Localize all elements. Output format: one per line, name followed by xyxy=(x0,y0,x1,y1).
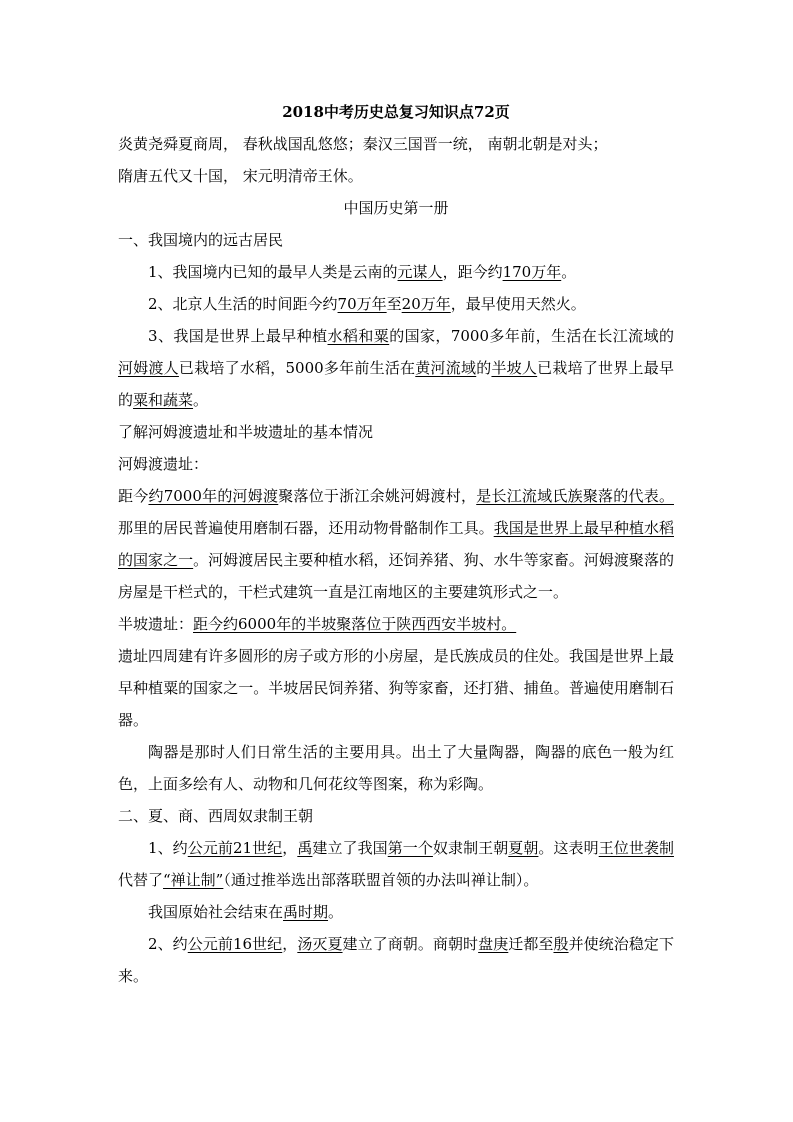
underlined-term: 粟和蔬菜 xyxy=(133,391,194,409)
text-run: ，最早使用天然火。 xyxy=(450,295,586,313)
hemudu-label: 河姆渡遗址： xyxy=(118,455,209,473)
rhyme-line-2: 隋唐五代又十国， 宋元明清帝王休。 xyxy=(118,167,363,185)
text-run: 代替了 xyxy=(118,871,164,889)
text-run: 距今 xyxy=(118,487,149,505)
text-run: 1、我国境内已知的最早人类是云南的 xyxy=(148,263,398,281)
text-run: 。河姆渡居民主要种植水稻，还饲养猪、狗、水牛等家畜。河姆渡聚落的房屋是干栏式的，干栏式建筑一直是江南地区的主要建筑形式之一。 xyxy=(118,551,674,601)
text-run: 2、约 xyxy=(148,935,188,953)
text-run: 。 xyxy=(193,391,209,409)
banpo-label: 半坡遗址： xyxy=(118,615,194,633)
text-run: 。 xyxy=(328,903,344,921)
text-run: 迁都至 xyxy=(508,935,554,953)
hemudu-paragraph xyxy=(118,480,674,608)
book-title: 中国历史第一册 xyxy=(343,199,449,217)
underlined-term: 70万年 xyxy=(337,295,387,313)
text-run: 已栽培了水稻，5000多年前生活在 xyxy=(178,359,416,377)
paragraph-s1-3 xyxy=(118,320,674,416)
underlined-term: 黄河流域 xyxy=(415,359,477,377)
section-1-heading: 一、我国境内的远古居民 xyxy=(118,231,284,249)
text-run: 建立了商朝。商朝时 xyxy=(342,935,479,953)
text-run: 建立了我国 xyxy=(312,839,388,857)
document-page xyxy=(118,96,674,992)
text-run: 那里的居民普遍使用磨制石器，还用动物骨骼制作工具。 xyxy=(118,519,494,537)
rhyme-line-1: 炎黄尧舜夏商周， 春秋战国乱悠悠；秦汉三国晋一统， 南朝北朝是对头； xyxy=(118,135,608,153)
underlined-term: 汤灭夏 xyxy=(297,935,343,953)
underlined-term: 夏朝 xyxy=(508,839,539,857)
underlined-term: 禹时期 xyxy=(283,903,329,921)
paragraph-s1-1 xyxy=(118,256,674,288)
underlined-term: 公元前21世纪 xyxy=(187,839,283,857)
text-run: 1、约 xyxy=(148,839,188,857)
underlined-term: 殷 xyxy=(553,935,569,953)
banpo-intro xyxy=(118,608,674,640)
text-run: 奴隶制王朝 xyxy=(432,839,509,857)
text-run: ， xyxy=(282,935,298,953)
paragraph-s2-3 xyxy=(118,928,674,992)
underlined-term: 半坡人 xyxy=(491,359,538,377)
text-run: 至 xyxy=(386,295,402,313)
underlined-term: 王位世袭制 xyxy=(598,839,674,857)
underlined-term: 河姆渡人 xyxy=(118,359,179,377)
text-run: 聚落位于浙江余姚河姆渡村， xyxy=(278,487,477,505)
underlined-term: 我国是世界上最早种植水稻的国家之一 xyxy=(118,519,674,569)
text-run: 我国原始社会结束在 xyxy=(148,903,284,921)
text-run: 的国家，7000多年前，生活在长江流域的 xyxy=(389,327,674,345)
text-run: （通过推举选出部落联盟首领的办法叫禅让制）。 xyxy=(223,871,539,889)
underlined-term: 距今约6000年的半坡聚落位于陕西西安半坡村。 xyxy=(193,615,517,633)
banpo-paragraph: 遗址四周建有许多圆形的房子或方形的小房屋，是氏族成员的住处。我国是世界上最早种植粟的国家之一。半坡居民饲养猪、狗等家畜，还打猎、捕鱼。普遍使用磨制石器。 xyxy=(118,647,674,729)
underlined-term: 禹 xyxy=(297,839,313,857)
underlined-term: 元谋人 xyxy=(397,263,443,281)
text-run: 。 xyxy=(561,263,577,281)
text-run: 3、我国是世界上最早种植 xyxy=(148,327,328,345)
text-run: ， xyxy=(282,839,298,857)
section-2-heading: 二、夏、商、西周奴隶制王朝 xyxy=(118,807,314,825)
pottery-paragraph: 陶器是那时人们日常生活的主要用具。出土了大量陶器，陶器的底色一般为红色，上面多绘有人、动物和几何花纹等图案，称为彩陶。 xyxy=(118,743,674,793)
text-run: ，距今约 xyxy=(442,263,503,281)
text-run: 的 xyxy=(476,359,492,377)
document-title: 2018中考历史总复习知识点72页 xyxy=(282,103,510,121)
paragraph-s2-2 xyxy=(118,896,674,928)
underlined-term: 是长江流域氏族聚落的代表。 xyxy=(476,487,674,505)
underlined-term: 20万年 xyxy=(401,295,451,313)
understand-heading: 了解河姆渡遗址和半坡遗址的基本情况 xyxy=(118,423,374,441)
underlined-term: 约7000年的河姆渡 xyxy=(148,487,279,505)
text-run: 。这表明 xyxy=(538,839,599,857)
underlined-term: 第一个 xyxy=(387,839,433,857)
text-run: 已栽培了世界上最早的 xyxy=(118,359,674,409)
underlined-term: “禅让制” xyxy=(163,871,224,889)
paragraph-s1-2 xyxy=(118,288,674,320)
underlined-term: 盘庚 xyxy=(478,935,509,953)
underlined-term: 170万年 xyxy=(502,263,562,281)
text-run: 并使统治稳定下来。 xyxy=(118,935,674,985)
paragraph-s2-1 xyxy=(118,832,674,896)
text-run: 2、北京人生活的时间距今约 xyxy=(148,295,338,313)
underlined-term: 水稻和粟 xyxy=(327,327,390,345)
underlined-term: 公元前16世纪 xyxy=(187,935,283,953)
